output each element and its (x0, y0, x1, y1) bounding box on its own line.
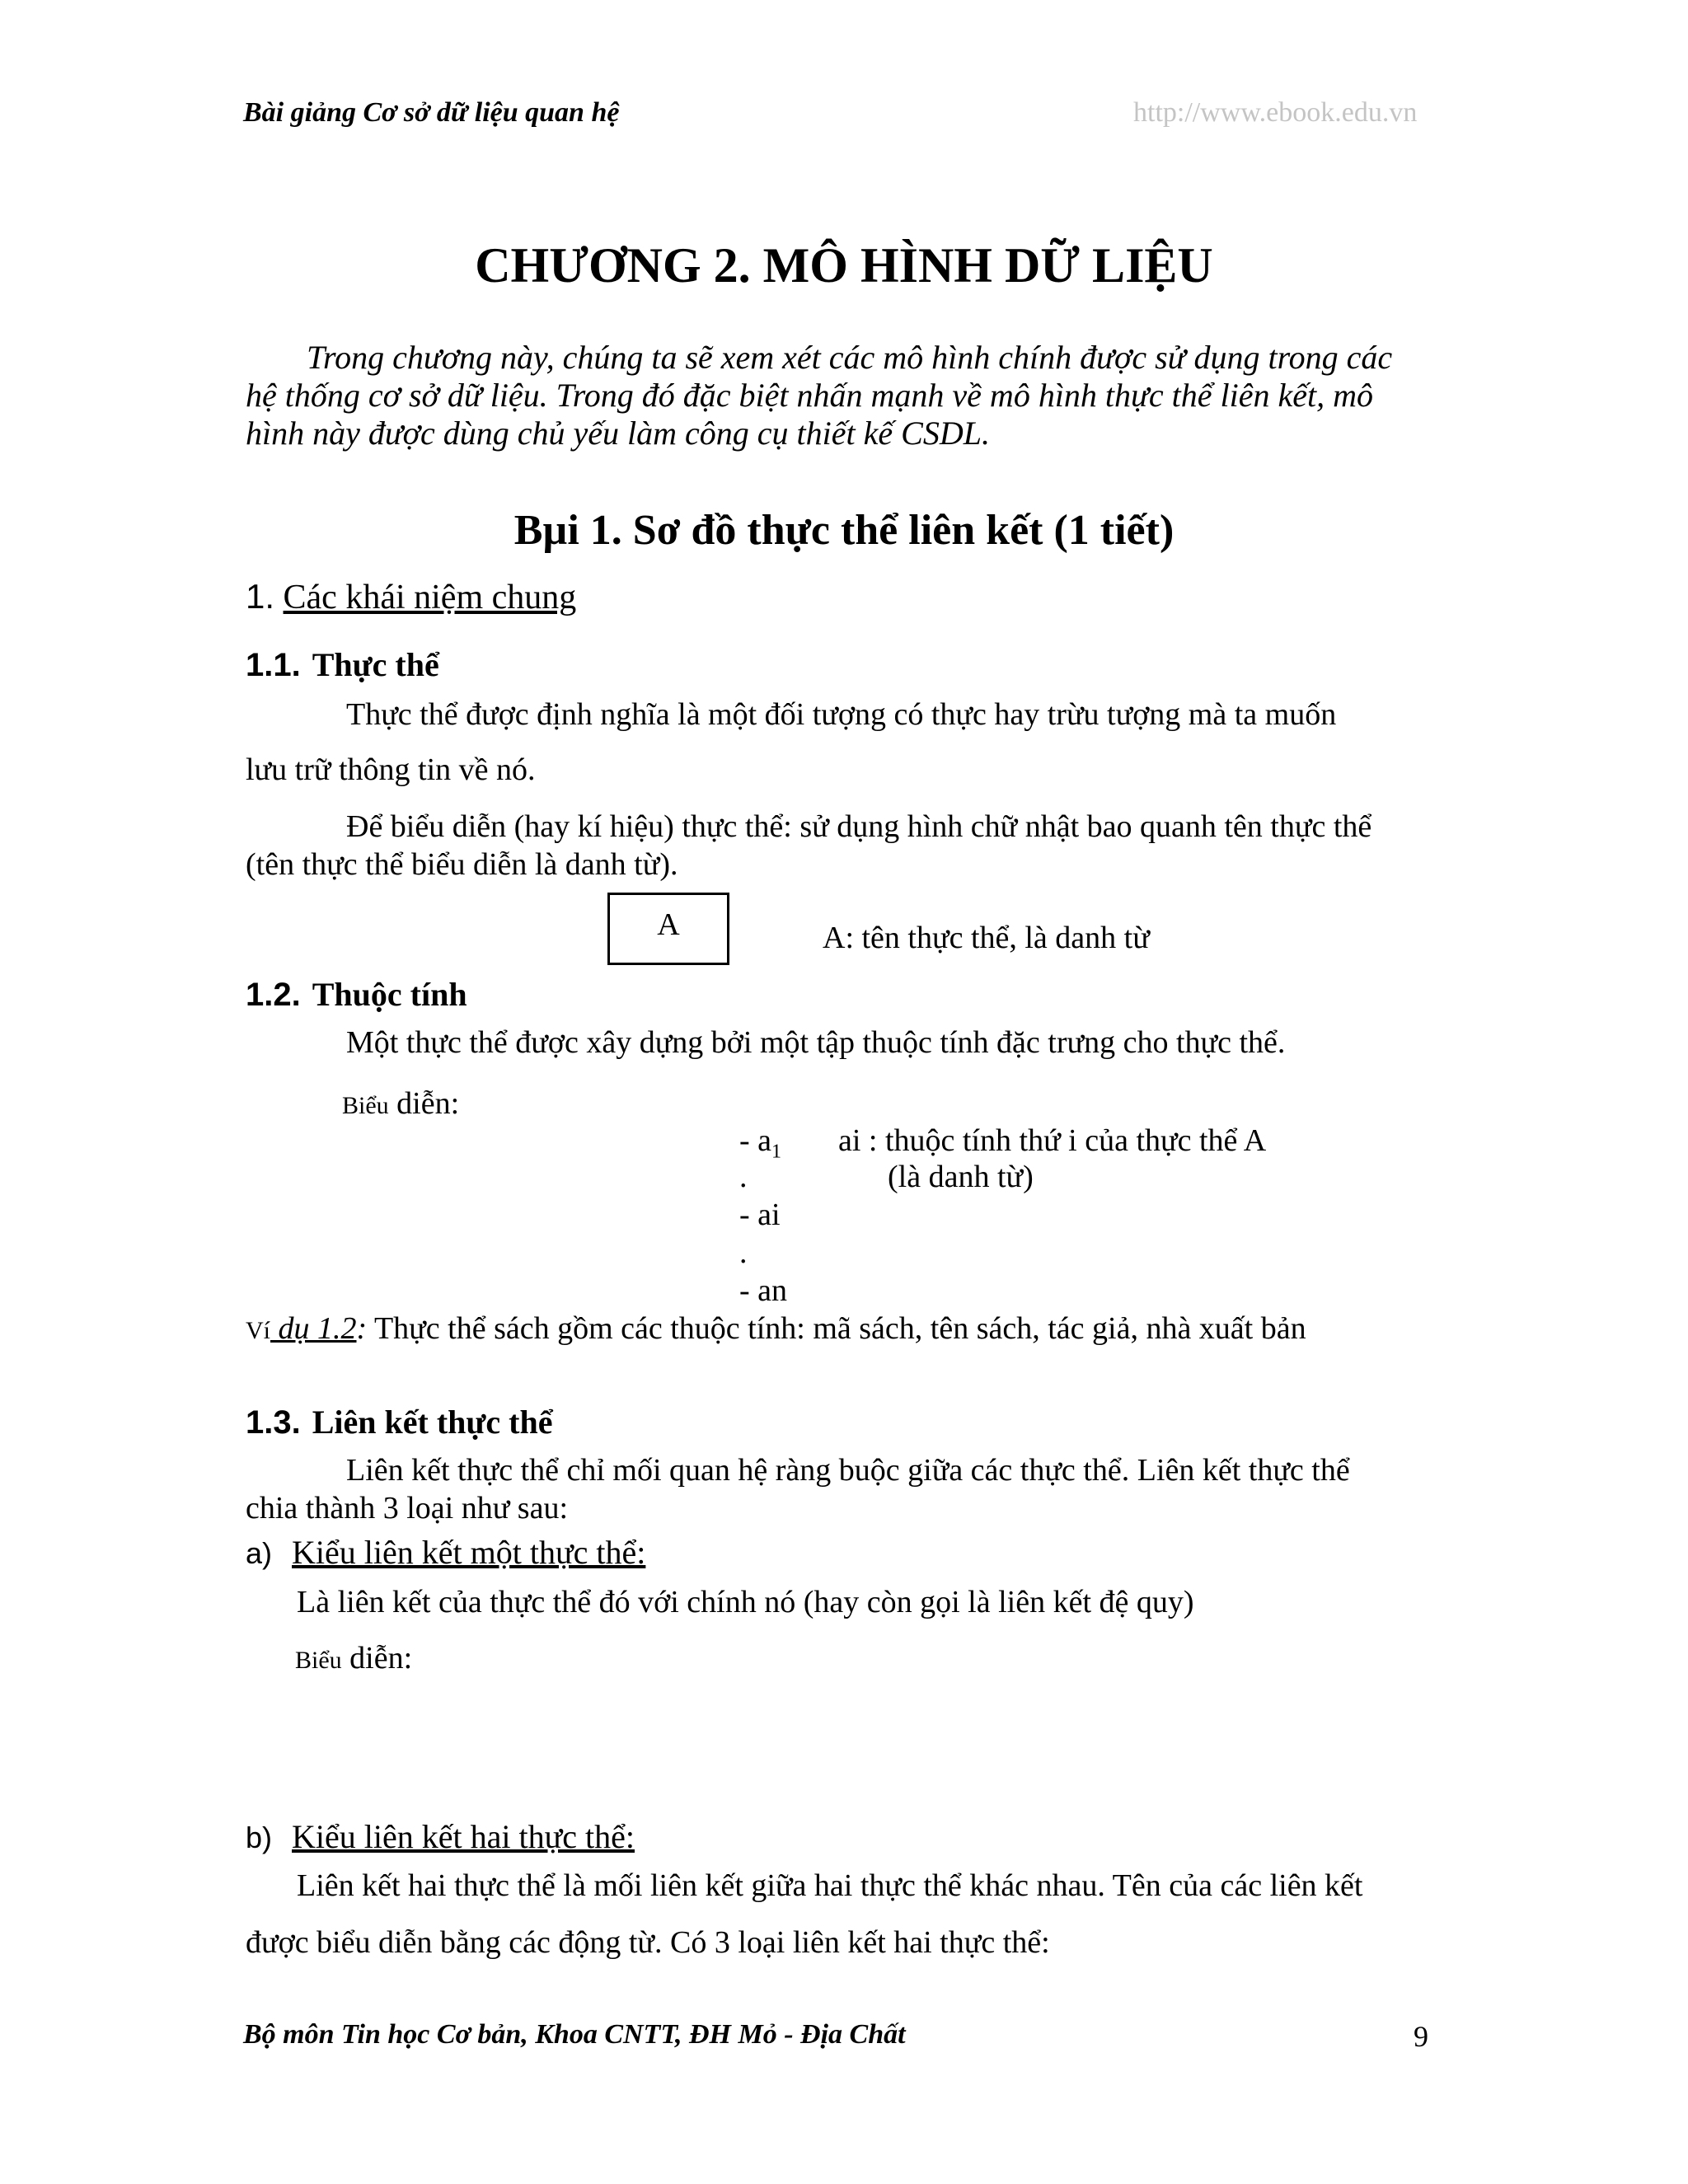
heading-title: Thuộc tính (312, 976, 467, 1013)
heading-title: Liên kết thực thể (312, 1404, 553, 1441)
heading-number: 1.3. (246, 1404, 301, 1441)
subheading-a-text: Là liên kết của thực thể đó với chính nó (hay còn gọi là liên kết đệ quy) (297, 1585, 1194, 1619)
heading-title: Các khái niệm chung (283, 579, 577, 616)
heading-number: 1.2. (246, 977, 301, 1013)
s1-3-para1-line1: Liên kết thực thể chỉ mối quan hệ ràng buộc giữa các thực thể. Liên kết thực thể (346, 1453, 1350, 1488)
subheading-a-representation (295, 1640, 412, 1676)
repr-rest: diễn: (388, 1086, 460, 1121)
attribute-item: . (739, 1235, 748, 1270)
attribute-prefix: - a (739, 1123, 772, 1158)
repr-rest: diễn: (341, 1641, 413, 1675)
entity-box-caption: A: tên thực thể, là danh từ (823, 921, 1150, 955)
attribute-item: - ai (739, 1197, 781, 1232)
s1-1-para1-line2: lưu trữ thông tin về nó. (246, 752, 536, 787)
intro-line-1: Trong chương này, chúng ta sẽ xem xét các mô hình chính được sử dụng trong các (307, 339, 1393, 376)
heading-number: 1. (246, 577, 275, 616)
s1-1-para1-line1: Thực thể được định nghĩa là một đối tượng có thực hay trừu tượng mà ta muốn (346, 697, 1337, 732)
section-title: Bµi 1. Sơ đồ thực thể liên kết (1 tiết) (513, 507, 1175, 554)
heading-1-2 (246, 975, 467, 1014)
repr-small-word: Biểu (295, 1647, 342, 1674)
chapter-title: CHƯƠNG 2. MÔ HÌNH DỮ LIỆU (475, 238, 1213, 293)
s1-2-para1: Một thực thể được xây dựng bởi một tập thuộc tính đặc trưng cho thực thể. (346, 1025, 1286, 1060)
entity-box-label: A (657, 907, 680, 942)
subheading-label: a) (246, 1536, 273, 1570)
intro-line-3: hình này được dùng chủ yếu làm công cụ thiết kế CSDL. (246, 415, 990, 452)
heading-1-1 (246, 645, 439, 684)
subheading-b-line2: được biểu diễn bằng các động từ. Có 3 loại liên kết hai thực thể: (246, 1925, 1050, 1960)
subheading-a (246, 1533, 645, 1572)
attribute-item (739, 1122, 781, 1164)
example-colon: : (356, 1311, 368, 1346)
footer-department: Bộ môn Tin học Cơ bản, Khoa CNTT, ĐH Mỏ - Địa Chất (243, 2019, 906, 2050)
example-text: Thực thể sách gồm các thuộc tính: mã sách, tên sách, tác giả, nhà xuất bản (367, 1311, 1306, 1346)
attribute-item: - an (739, 1273, 788, 1308)
attribute-note: ai : thuộc tính thứ i của thực thể A (838, 1123, 1267, 1158)
example-label: dụ 1.2 (270, 1311, 357, 1346)
subheading-b (246, 1817, 635, 1856)
example-small-word: Ví (246, 1317, 270, 1344)
heading-section-1 (246, 577, 576, 617)
header-url: http://www.ebook.edu.vn (1133, 97, 1418, 128)
example-1-2 (246, 1310, 1306, 1347)
heading-number: 1.1. (246, 647, 301, 683)
attribute-item: . (739, 1160, 748, 1194)
subheading-title: Kiểu liên kết một thực thể: (292, 1534, 646, 1571)
heading-title: Thực thể (312, 646, 439, 683)
attribute-subscript: 1 (771, 1141, 782, 1163)
entity-box (607, 893, 729, 965)
subheading-label: b) (246, 1821, 273, 1854)
s1-1-para2-line1: Để biểu diễn (hay kí hiệu) thực thể: sử dụng hình chữ nhật bao quanh tên thực thể (346, 809, 1372, 844)
subheading-b-line1: Liên kết hai thực thể là mối liên kết giữa hai thực thể khác nhau. Tên của các liên kết (297, 1868, 1363, 1903)
header-title: Bài giảng Cơ sở dữ liệu quan hệ (243, 97, 620, 128)
s1-2-representation (342, 1085, 459, 1122)
page-number: 9 (1414, 2020, 1428, 2053)
s1-3-para1-line2: chia thành 3 loại như sau: (246, 1491, 569, 1526)
attribute-note: (là danh từ) (888, 1160, 1034, 1194)
repr-small-word: Biểu (342, 1092, 389, 1119)
s1-1-para2-line2: (tên thực thể biểu diễn là danh từ). (246, 847, 678, 882)
intro-line-2: hệ thống cơ sở dữ liệu. Trong đó đặc biệt nhấn mạnh về mô hình thực thể liên kết, mô (246, 377, 1373, 414)
heading-1-3 (246, 1403, 552, 1441)
subheading-title: Kiểu liên kết hai thực thể: (292, 1818, 635, 1855)
